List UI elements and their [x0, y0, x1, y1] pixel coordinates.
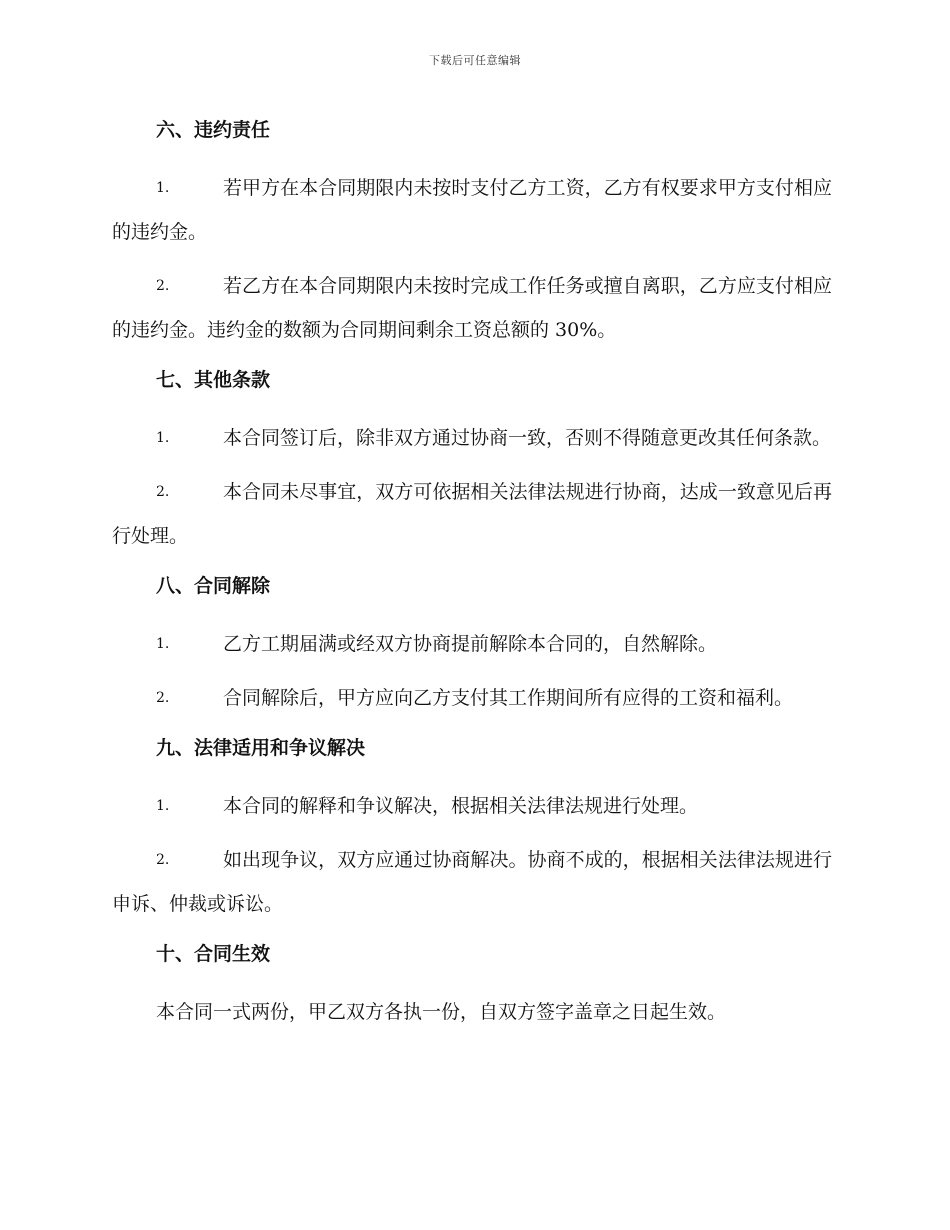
section-title-effectiveness: 十、合同生效 — [156, 943, 271, 965]
clause-number: 1. — [156, 636, 170, 652]
clause-text: 如出现争议，双方应通过协商解决。协商不成的，根据相关法律法规进行申诉、仲裁或诉讼。 — [112, 849, 832, 915]
clause-item — [112, 622, 832, 666]
clause-text: 合同解除后，甲方应向乙方支付其工作期间所有应得的工资和福利。 — [223, 687, 794, 709]
page-header: 下载后可任意编辑 — [429, 54, 521, 67]
clause-text: 乙方工期届满或经双方协商提前解除本合同的，自然解除。 — [223, 633, 718, 655]
clause-item — [112, 166, 832, 254]
document-body — [112, 112, 832, 1044]
clause-item — [112, 676, 832, 720]
clause-text: 若甲方在本合同期限内未按时支付乙方工资，乙方有权要求甲方支付相应的违约金。 — [112, 177, 832, 243]
clause-number: 2. — [156, 852, 170, 868]
section-title-governing-law: 九、法律适用和争议解决 — [156, 737, 366, 759]
clause-item — [112, 784, 832, 828]
clause-item — [112, 470, 832, 558]
clause-text: 若乙方在本合同期限内未按时完成工作任务或擅自离职，乙方应支付相应的违约金。违约金的数额为合同期间剩余工资总额的 30%。 — [112, 275, 832, 341]
section-title-breach-liability: 六、违约责任 — [156, 119, 271, 141]
clause-item — [112, 838, 832, 926]
clause-item — [112, 264, 832, 352]
clause-text: 本合同签订后，除非双方通过协商一致，否则不得随意更改其任何条款。 — [223, 427, 832, 449]
clause-number: 1. — [156, 430, 170, 446]
clause-text: 本合同的解释和争议解决，根据相关法律法规进行处理。 — [223, 795, 699, 817]
clause-item — [112, 416, 832, 460]
clause-number: 1. — [156, 798, 170, 814]
clause-text: 本合同未尽事宜，双方可依据相关法律法规进行协商，达成一致意见后再行处理。 — [112, 481, 832, 547]
section-title-termination: 八、合同解除 — [156, 575, 271, 597]
section-title-other-terms: 七、其他条款 — [156, 369, 271, 391]
clause-number: 2. — [156, 484, 170, 500]
clause-number: 2. — [156, 278, 170, 294]
clause-number: 1. — [156, 180, 170, 196]
effectiveness-paragraph: 本合同一式两份，甲乙双方各执一份，自双方签字盖章之日起生效。 — [156, 1001, 727, 1023]
clause-number: 2. — [156, 690, 170, 706]
